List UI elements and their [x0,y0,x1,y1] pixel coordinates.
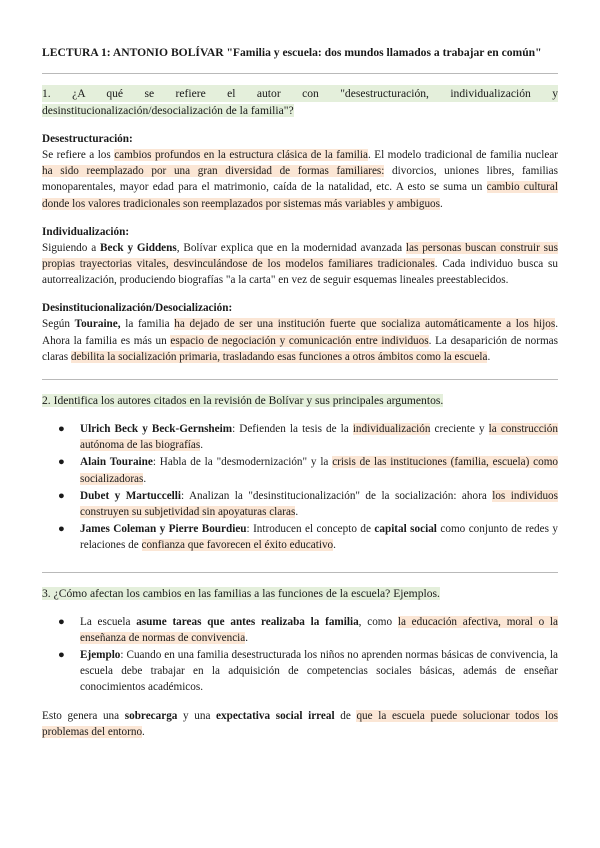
paragraph-desestructuracion [42,147,558,212]
text: La escuela [80,615,137,628]
divider [42,572,558,573]
bullet-icon: ● [58,615,65,628]
divider [42,73,558,74]
highlight: la construcción autónoma de las biografías [80,423,558,452]
list-item [58,421,558,453]
bullet-icon: ● [58,649,65,662]
text: , como [358,615,398,628]
bold-text: Touraine, [74,318,121,331]
text: . La desaparición de normas claras [42,334,558,363]
authors-list [42,421,558,554]
question-3 [42,585,558,602]
text: , Bolívar explica que en la modernidad avanzada [176,241,406,254]
highlight: cambio cultural donde los valores tradicionales son reemplazados por sistemas más variables y ambiguos [42,181,558,210]
question-1-line-1: 1. ¿A qué se refiere el autor con "desestructuración, individualización y [42,87,558,100]
author-name: James Coleman y Pierre Bourdieu [80,523,247,536]
text: . [143,472,147,485]
highlight: confianza que favorecen el éxito educativo [141,539,334,552]
highlight: cambios profundos en la estructura clásica de la familia [114,149,368,161]
bold-text: sobrecarga [124,709,178,722]
text: : Habla de la "desmodernización" y la [152,456,333,469]
heading-text: Individualización [42,225,126,238]
bullet-icon: ● [58,456,65,469]
text: la familia [120,318,175,331]
document-page [42,36,558,740]
text: de [334,709,357,722]
bullet-icon: ● [58,423,65,436]
bold-text: Ejemplo [80,649,121,662]
text: y una [177,709,217,722]
highlight: ha sido reemplazado por una gran diversidad de formas familiares: [42,165,385,178]
highlight: las personas buscan construir sus propias trayectorias vitales, desvinculándose de los modelos familiares tradicionales [42,241,558,271]
text: . Ahora la familia es más un [42,318,558,347]
text: creciente y [430,423,489,436]
section-heading-desinstitucionalizacion: Desinstitucionalización/Desocialización: [42,302,233,315]
section-heading-desestructuracion: Desestructuración: [42,133,133,145]
text: Según [42,318,75,331]
bold-text: expectativa social irreal [216,709,335,722]
highlight: individualización [352,423,431,436]
text: . [245,631,249,644]
text: . [142,725,145,738]
list-item [58,614,558,646]
effects-list [42,614,558,696]
list-item [58,454,558,486]
highlight: la educación afectiva, moral o la enseñanza de normas de convivencia [80,615,558,644]
highlight: espacio de negociación y comunicación entre individuos [170,334,429,347]
document-title: LECTURA 1: ANTONIO BOLÍVAR "Familia y escuela: dos mundos llamados a trabajar en común" [42,46,542,59]
heading-text: Desinstitucionalización/Desocialización [42,302,229,315]
paragraph-individualizacion [42,240,558,289]
conclusion-paragraph [42,708,558,740]
question-3-text: 3. ¿Cómo afectan los cambios en las familias a las funciones de la escuela? Ejemplos. [42,586,440,600]
list-item [58,488,558,520]
text: Se refiere a los [42,149,115,161]
question-1-line-2: desinstitucionalización/desocialización de la familia"? [42,104,294,117]
question-2 [42,392,558,409]
text: . [440,197,443,210]
text: : Defienden la tesis de la [232,423,353,436]
bold-text: asume tareas que antes realizaba la familia [136,615,359,628]
text: : Cuando en una familia desestructurada los niños no aprenden normas básicas de convivencia, la escuela debe trabajar en la adquisición de competencias sociales básicas, además de enseñar conocimientos académicos. [80,649,558,694]
bullet-icon: ● [58,523,65,536]
text: Esto genera una [42,709,125,722]
highlight: que la escuela puede solucionar todos los problemas del entorno [42,709,559,738]
text: : Analizan la "desinstitucionalización" de la socialización: ahora [181,489,493,502]
text: . [487,350,491,363]
text: Siguiendo a [42,241,101,254]
author-name: Dubet y Martuccelli [80,489,182,502]
list-item [58,521,558,553]
text: . El modelo tradicional de familia nuclear [368,149,559,161]
text: . [295,506,299,519]
paragraph-desinstitucionalizacion [42,316,558,365]
author-name: Alain Touraine [80,456,153,469]
highlight: los individuos construyen su subjetividad sin apoyaturas claras [80,489,558,519]
text: . Cada individuo busca su autorrealización, produciendo biografías "a la carta" en vez de seguir esquemas lineales preestablecidos. [42,258,559,287]
list-item [58,647,558,696]
bold-text: Beck y Giddens [100,241,177,254]
text: como conjunto de redes y relaciones de [80,523,558,552]
text: . [200,439,204,452]
author-name: Ulrich Beck y Beck-Gernsheim [80,423,233,436]
text: . [333,539,336,552]
section-heading-individualizacion: Individualización: [42,225,130,238]
bullet-icon: ● [58,489,65,502]
highlight: debilita la socialización primaria, trasladando esas funciones a otros ámbitos como la escuela [70,350,488,363]
question-2-text: 2. Identifica los autores citados en la revisión de Bolívar y sus principales argumentos. [42,394,444,408]
divider [42,379,558,380]
highlight: crisis de las instituciones (familia, escuela) como socializadoras [80,456,558,485]
bold-text: capital social [374,523,437,536]
highlight: ha dejado de ser una institución fuerte que socializa automáticamente a los hijos [174,318,556,331]
question-1 [42,85,558,119]
text: : Introducen el concepto de [246,523,375,536]
text: divorcios, uniones libres, familias monoparentales, mayor edad para el matrimonio, caída de la natalidad, etc. A esto se suma un [42,165,558,194]
heading-text: Desestructuración [42,133,129,145]
